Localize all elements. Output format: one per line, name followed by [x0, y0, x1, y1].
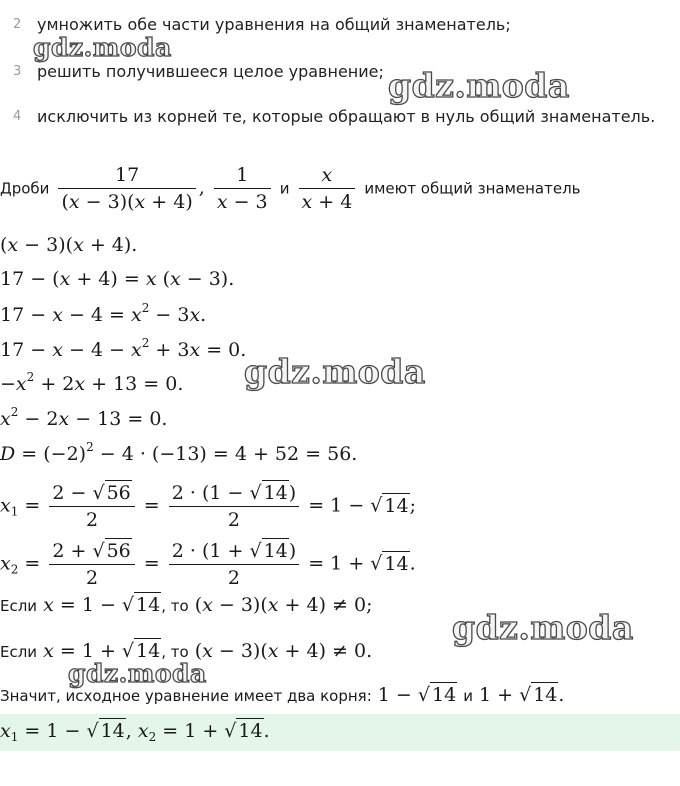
- fraction-1: $\frac{17}{(x - 3)(x + 4)}$: [58, 164, 195, 213]
- watermark: gdz.moda: [244, 352, 426, 391]
- watermark: gdz.moda: [388, 66, 570, 105]
- step-number: 2: [13, 17, 22, 32]
- fractions-intro: Дроби $\frac{17}{(x - 3)(x + 4)}$ , $\frac{1}{x - 3}$ и $\frac{x}{x + 4}$ имеют общий знаменатель: [0, 164, 581, 213]
- step-text: умножить обе части уравнения на общий знаменатель;: [37, 15, 511, 34]
- intro-lead: Дроби: [0, 179, 50, 198]
- math-line: (x − 3)(x + 4).: [0, 234, 138, 256]
- conclusion-line: Значит, исходное уравнение имеет два корня: 1 − √ 14 и 1 + √ 14.: [0, 684, 565, 706]
- math-line: $-x^2 + 2x + 13 = 0$.: [0, 370, 184, 395]
- watermark: gdz.moda: [68, 659, 207, 688]
- discriminant-line: $D = (-2)^2 - 4 \cdot (-13) = 4 + 52 = 56$.: [0, 440, 358, 465]
- math-line: 17 − (x + 4) = x (x − 3).: [0, 268, 235, 290]
- check-line: Если x = 1 − √ 14, то (x − 3)(x + 4) ≠ 0;: [0, 594, 373, 616]
- intro-tail: имеют общий знаменатель: [364, 179, 581, 198]
- root-x1-line: $x_1$ = $\frac{2 - √ 56}{2}$ = $\frac{2 \cdot (1 - √ 14)}{2}$ = 1 − √ 14;: [0, 482, 416, 531]
- step-text: исключить из корней те, которые обращают в нуль общий знаменатель.: [37, 107, 656, 126]
- check-line: Если x = 1 + √ 14, то (x − 3)(x + 4) ≠ 0.: [0, 640, 373, 662]
- math-line: $17 - x - 4 = x^2 - 3x$.: [0, 301, 207, 326]
- fraction-2: $\frac{1}{x - 3}$: [214, 164, 271, 213]
- watermark: gdz.moda: [33, 33, 172, 62]
- step-number: 4: [13, 109, 22, 124]
- fraction-3: $\frac{x}{x + 4}$: [299, 164, 356, 213]
- root-x2-line: $x_2$ = $\frac{2 + √ 56}{2}$ = $\frac{2 \cdot (1 + √ 14)}{2}$ = 1 + √ 14.: [0, 540, 416, 589]
- math-line: $17 - x - 4 - x^2 + 3x = 0$.: [0, 336, 247, 361]
- step-number: 3: [13, 64, 22, 79]
- watermark: gdz.moda: [452, 608, 634, 647]
- answer-line: $x_1 = 1$ − √ 14, $x_2 = 1$ + √ 14.: [0, 720, 270, 744]
- intro-conj: и: [279, 179, 290, 198]
- step-text: решить получившееся целое уравнение;: [37, 62, 384, 81]
- math-line: $x^2 - 2x - 13 = 0$.: [0, 405, 168, 430]
